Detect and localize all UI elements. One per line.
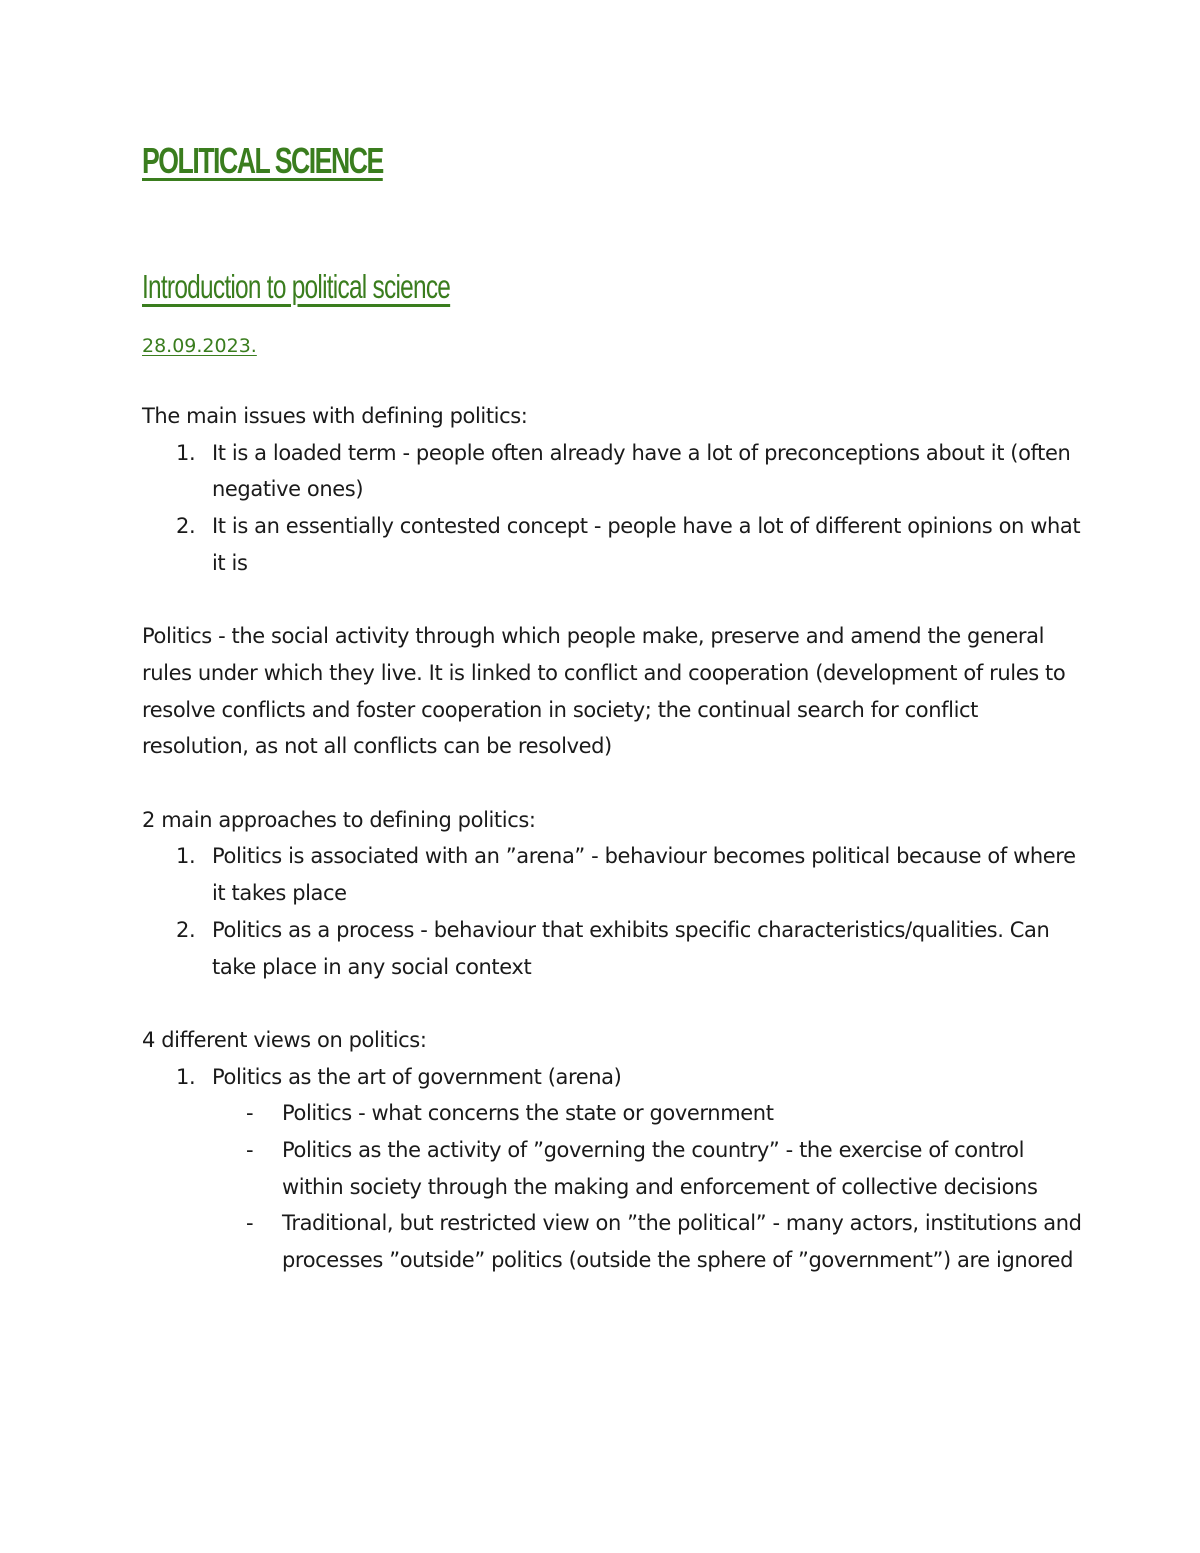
approaches-list bbox=[142, 838, 1082, 985]
list-item-text: It is an essentially contested concept - people have a lot of different opinions on what it is bbox=[212, 514, 1081, 575]
sublist-item bbox=[212, 1205, 1082, 1278]
sublist-item bbox=[212, 1095, 1082, 1132]
list-marker: 1. bbox=[176, 1064, 196, 1089]
views-intro: 4 different views on politics: bbox=[142, 1027, 427, 1052]
section-title: Introduction to political science bbox=[142, 268, 451, 305]
list-marker: 1. bbox=[176, 440, 196, 465]
document-title: POLITICAL SCIENCE bbox=[142, 140, 383, 181]
issues-list bbox=[142, 435, 1082, 582]
list-item-text: It is a loaded term - people often already have a lot of preconceptions about it (often negative ones) bbox=[212, 440, 1071, 502]
list-item-text: Politics as a process - behaviour that exhibits specific characteristics/qualities. Can take place in any social context bbox=[212, 917, 1050, 979]
list-item bbox=[142, 1059, 1082, 1279]
paragraph-gap bbox=[142, 985, 1082, 1022]
list-marker: 2. bbox=[176, 514, 196, 539]
list-marker: 1. bbox=[176, 844, 196, 869]
dash-marker: - bbox=[246, 1101, 254, 1126]
politics-definition: Politics - the social activity through which people make, preserve and amend the general rules under which they live. It is linked to conflict and cooperation (development of rules to resolve conflicts and foster cooperation in society; the continual search for conflict resolution, as not all conflicts can be resolved) bbox=[142, 624, 1066, 759]
paragraph-gap bbox=[142, 582, 1082, 619]
lecture-date: 28.09.2023. bbox=[142, 335, 257, 357]
views-sublist bbox=[212, 1095, 1082, 1279]
list-item-text: Politics is associated with an ”arena” - behaviour becomes political because of where it takes place bbox=[212, 844, 1076, 906]
list-item bbox=[142, 912, 1082, 985]
sublist-item-text: Politics - what concerns the state or government bbox=[282, 1101, 774, 1126]
views-list bbox=[142, 1059, 1082, 1279]
sublist-item bbox=[212, 1132, 1082, 1205]
approaches-intro: 2 main approaches to defining politics: bbox=[142, 807, 536, 832]
list-marker: 2. bbox=[176, 917, 196, 942]
document-body bbox=[142, 398, 1082, 1279]
list-item bbox=[142, 435, 1082, 508]
sublist-item-text: Politics as the activity of ”governing the country” - the exercise of control within society through the making and enforcement of collective decisions bbox=[282, 1138, 1038, 1199]
paragraph-gap bbox=[142, 765, 1082, 802]
dash-marker: - bbox=[246, 1211, 254, 1236]
sublist-item-text: Traditional, but restricted view on ”the political” - many actors, institutions and processes ”outside” politics (outside the sphere of ”government”) are ignored bbox=[282, 1211, 1082, 1273]
list-item bbox=[142, 838, 1082, 911]
issues-intro: The main issues with defining politics: bbox=[142, 404, 528, 428]
list-item bbox=[142, 508, 1082, 581]
list-item-text: Politics as the art of government (arena) bbox=[212, 1064, 622, 1089]
dash-marker: - bbox=[246, 1138, 254, 1163]
